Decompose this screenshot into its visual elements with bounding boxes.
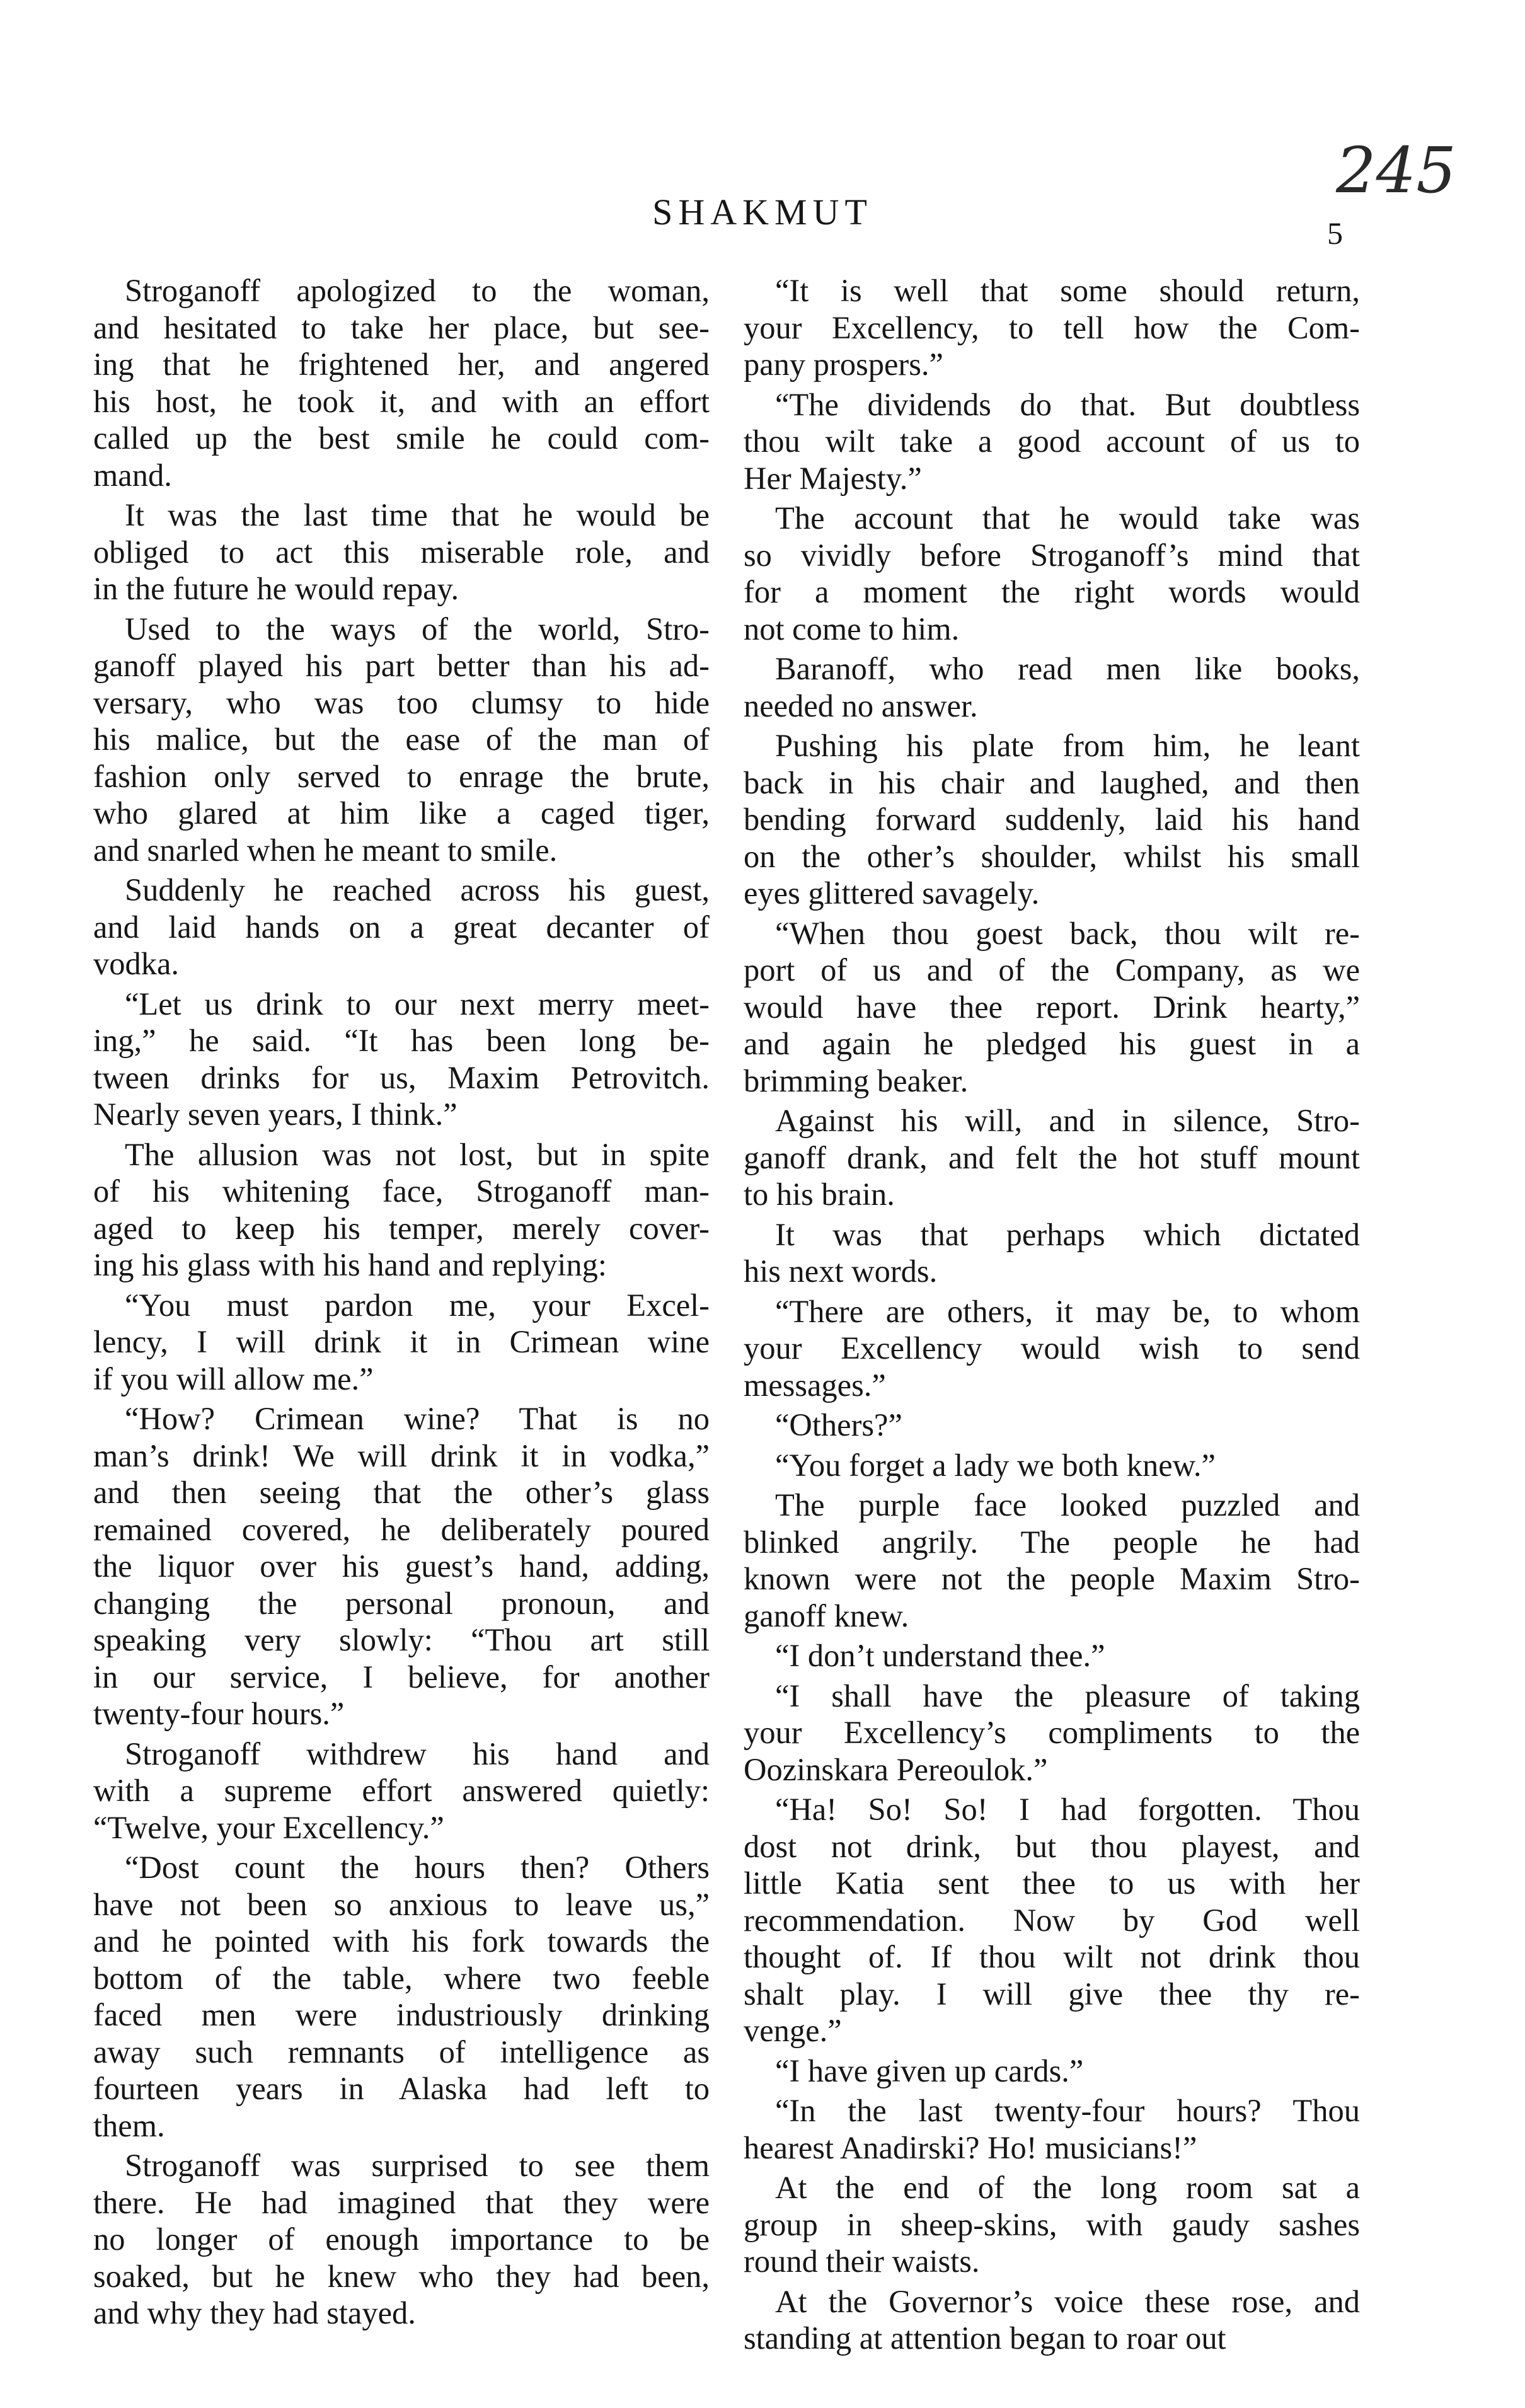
- text-line: “You forget a lady we both knew.”: [775, 1447, 1216, 1483]
- text-line: “Ha! So! So! I had forgotten. Thou: [775, 1792, 1360, 1827]
- text-line: Stroganoff apologized to the woman,: [125, 273, 710, 308]
- text-line: and laid hands on a great decanter of: [93, 909, 710, 945]
- paragraph: [744, 386, 1360, 497]
- text-line: have not been so anxious to leave us,”: [93, 1886, 710, 1922]
- text-line: and again he pledged his guest in a: [744, 1026, 1360, 1061]
- text-line: venge.”: [744, 2013, 842, 2048]
- folio-text: 245: [1336, 134, 1456, 207]
- text-line: his malice, but the ease of the man of: [93, 722, 710, 757]
- paragraph: [93, 497, 710, 608]
- paragraph: [744, 727, 1360, 912]
- text-line: Against his will, and in silence, Stro-: [775, 1103, 1360, 1138]
- text-line: thought of. If thou wilt not drink thou: [744, 1939, 1360, 1974]
- paragraph: [744, 2053, 1360, 2090]
- text-line: tween drinks for us, Maxim Petrovitch.: [93, 1059, 710, 1095]
- text-line: “I shall have the pleasure of taking: [775, 1678, 1360, 1714]
- text-line: if you will allow me.”: [93, 1361, 374, 1397]
- text-line: “You must pardon me, your Excel-: [125, 1287, 710, 1323]
- text-line: “There are others, it may be, to whom: [775, 1293, 1360, 1329]
- text-line: for a moment the right words would: [744, 574, 1360, 609]
- text-line: his host, he took it, and with an effort: [93, 383, 710, 419]
- text-line: Pushing his plate from him, he leant: [775, 728, 1360, 763]
- text-line: At the Governor’s voice these rose, and: [775, 2283, 1360, 2319]
- text-line: At the end of the long room sat a: [775, 2170, 1360, 2205]
- paragraph: [93, 1736, 710, 1846]
- text-line: “Dost count the hours then? Others: [125, 1850, 710, 1885]
- paragraph: [744, 1216, 1360, 1290]
- text-line: The purple face looked puzzled and: [775, 1487, 1360, 1523]
- paragraph: [93, 611, 710, 869]
- text-line: your Excellency would wish to send: [744, 1330, 1360, 1366]
- text-line: “Others?”: [775, 1407, 902, 1443]
- text-line: with a supreme effort answered quietly:: [93, 1773, 710, 1808]
- text-line: It was that perhaps which dictated: [775, 1216, 1360, 1252]
- text-line: in our service, I believe, for another: [93, 1659, 710, 1695]
- running-head: SHAKMUT: [652, 192, 873, 233]
- text-line: “Let us drink to our next merry meet-: [125, 986, 710, 1022]
- text-line: It was the last time that he would be: [125, 497, 710, 533]
- text-line: eyes glittered savagely.: [744, 875, 1040, 911]
- text-line: “How? Crimean wine? That is no: [125, 1401, 710, 1436]
- text-line: ing,” he said. “It has been long be-: [93, 1023, 710, 1058]
- text-line: would have thee report. Drink hearty,”: [744, 989, 1360, 1025]
- paragraph: [744, 1447, 1360, 1484]
- text-line: mand.: [93, 457, 172, 493]
- text-line: Nearly seven years, I think.”: [93, 1097, 457, 1132]
- left-text-column: [93, 272, 710, 2335]
- text-line: versary, who was too clumsy to hide: [93, 684, 710, 720]
- text-line: hearest Anadirski? Ho! musicians!”: [744, 2129, 1197, 2165]
- paragraph: [744, 272, 1360, 383]
- text-line: Used to the ways of the world, Stro-: [125, 611, 710, 647]
- paragraph: [93, 986, 710, 1133]
- paragraph: [744, 2169, 1360, 2280]
- paragraph: [744, 2283, 1360, 2357]
- text-line: bottom of the table, where two feeble: [93, 1960, 710, 1996]
- paragraph: [93, 2147, 710, 2332]
- text-line: blinked angrily. The people he had: [744, 1524, 1360, 1560]
- text-line: “I have given up cards.”: [775, 2053, 1084, 2088]
- paragraph: [93, 872, 710, 982]
- text-line: soaked, but he knew who they had been,: [93, 2258, 710, 2294]
- text-line: needed no answer.: [744, 688, 978, 723]
- text-line: “The dividends do that. But doubtless: [775, 386, 1360, 422]
- text-line: “Twelve, your Excellency.”: [93, 1809, 444, 1845]
- paragraph: [93, 1136, 710, 1284]
- text-line: “I don’t understand thee.”: [775, 1638, 1105, 1673]
- text-line: pany prospers.”: [744, 347, 943, 382]
- text-line: The allusion was not lost, but in spite: [125, 1136, 710, 1172]
- text-line: called up the best smile he could com-: [93, 420, 710, 456]
- text-line: Stroganoff was surprised to see them: [125, 2148, 710, 2183]
- text-line: and he pointed with his fork towards the: [93, 1923, 710, 1959]
- text-line: fashion only served to enrage the brute,: [93, 758, 710, 794]
- text-line: and hesitated to take her place, but see-: [93, 309, 710, 345]
- text-line: messages.”: [744, 1367, 886, 1403]
- text-line: Oozinskara Pereoulok.”: [744, 1751, 1048, 1787]
- text-line: to his brain.: [744, 1177, 895, 1212]
- text-line: no longer of enough importance to be: [93, 2221, 710, 2257]
- text-line: ing that he frightened her, and angered: [93, 347, 710, 382]
- text-line: lency, I will drink it in Crimean wine: [93, 1324, 710, 1359]
- paragraph: [744, 1293, 1360, 1404]
- text-line: who glared at him like a caged tiger,: [93, 795, 710, 831]
- text-line: there. He had imagined that they were: [93, 2184, 710, 2220]
- right-text-column: [744, 272, 1360, 2360]
- text-line: dost not drink, but thou playest, and: [744, 1828, 1360, 1864]
- paragraph: [744, 1637, 1360, 1674]
- paragraph: [93, 1400, 710, 1732]
- text-line: ganoff knew.: [744, 1598, 909, 1633]
- paragraph: [93, 1287, 710, 1398]
- text-line: remained covered, he deliberately poured: [93, 1511, 710, 1547]
- text-line: Suddenly he reached across his guest,: [125, 872, 710, 907]
- paragraph: [744, 500, 1360, 647]
- text-line: round their waists.: [744, 2244, 980, 2279]
- text-line: standing at attention began to roar out: [744, 2320, 1226, 2356]
- text-line: little Katia sent thee to us with her: [744, 1865, 1360, 1901]
- text-line: your Excellency’s compliments to the: [744, 1715, 1360, 1750]
- text-line: changing the personal pronoun, and: [93, 1585, 710, 1621]
- paragraph: [744, 1487, 1360, 1634]
- page-number: 5: [1327, 216, 1343, 251]
- text-line: back in his chair and laughed, and then: [744, 764, 1360, 800]
- paragraph: [744, 1678, 1360, 1789]
- paragraph: [744, 650, 1360, 724]
- text-line: his next words.: [744, 1253, 938, 1289]
- text-line: so vividly before Stroganoff’s mind that: [744, 537, 1360, 573]
- paragraph: [744, 1407, 1360, 1444]
- paragraph: [744, 1791, 1360, 2049]
- paragraph: [744, 1102, 1360, 1213]
- text-line: “When thou goest back, thou wilt re-: [775, 915, 1360, 951]
- text-line: faced men were industriously drinking: [93, 1997, 710, 2032]
- text-line: twenty-four hours.”: [93, 1696, 345, 1731]
- text-line: brimming beaker.: [744, 1063, 969, 1098]
- text-line: vodka.: [93, 946, 180, 981]
- text-line: Stroganoff withdrew his hand and: [125, 1736, 710, 1771]
- text-line: your Excellency, to tell how the Com-: [744, 309, 1360, 345]
- text-line: “In the last twenty-four hours? Thou: [775, 2093, 1360, 2128]
- text-line: and snarled when he meant to smile.: [93, 832, 558, 868]
- text-line: aged to keep his temper, merely cover-: [93, 1210, 710, 1246]
- paragraph: [93, 272, 710, 493]
- text-line: “It is well that some should return,: [775, 273, 1360, 308]
- text-line: and then seeing that the other’s glass: [93, 1475, 710, 1510]
- text-line: on the other’s shoulder, whilst his small: [744, 838, 1360, 874]
- text-line: ing his glass with his hand and replying:: [93, 1247, 607, 1282]
- text-line: ganoff played his part better than his ad-: [93, 648, 710, 683]
- text-line: away such remnants of intelligence as: [93, 2034, 710, 2070]
- paragraph: [744, 915, 1360, 1100]
- text-line: shalt play. I will give thee thy re-: [744, 1976, 1360, 2012]
- text-line: and why they had stayed.: [93, 2295, 416, 2330]
- text-line: obliged to act this miserable role, and: [93, 534, 710, 570]
- text-line: known were not the people Maxim Stro-: [744, 1561, 1360, 1596]
- text-line: fourteen years in Alaska had left to: [93, 2071, 710, 2106]
- text-line: group in sheep-skins, with gaudy sashes: [744, 2206, 1360, 2242]
- text-line: bending forward suddenly, laid his hand: [744, 802, 1360, 837]
- text-line: Her Majesty.”: [744, 460, 922, 496]
- text-line: ganoff drank, and felt the hot stuff mount: [744, 1139, 1360, 1175]
- paragraph: [744, 2092, 1360, 2166]
- text-line: them.: [93, 2107, 165, 2143]
- paragraph: [93, 1849, 710, 2144]
- text-line: the liquor over his guest’s hand, adding,: [93, 1548, 710, 1584]
- text-line: The account that he would take was: [775, 500, 1360, 536]
- text-line: recommendation. Now by God well: [744, 1902, 1360, 1938]
- text-line: Baranoff, who read men like books,: [775, 651, 1360, 686]
- text-line: of his whitening face, Stroganoff man-: [93, 1173, 710, 1209]
- text-line: speaking very slowly: “Thou art still: [93, 1622, 710, 1657]
- text-line: in the future he would repay.: [93, 571, 459, 606]
- text-line: man’s drink! We will drink it in vodka,”: [93, 1437, 710, 1473]
- text-line: thou wilt take a good account of us to: [744, 423, 1360, 459]
- text-line: not come to him.: [744, 611, 960, 647]
- text-line: port of us and of the Company, as we: [744, 952, 1360, 988]
